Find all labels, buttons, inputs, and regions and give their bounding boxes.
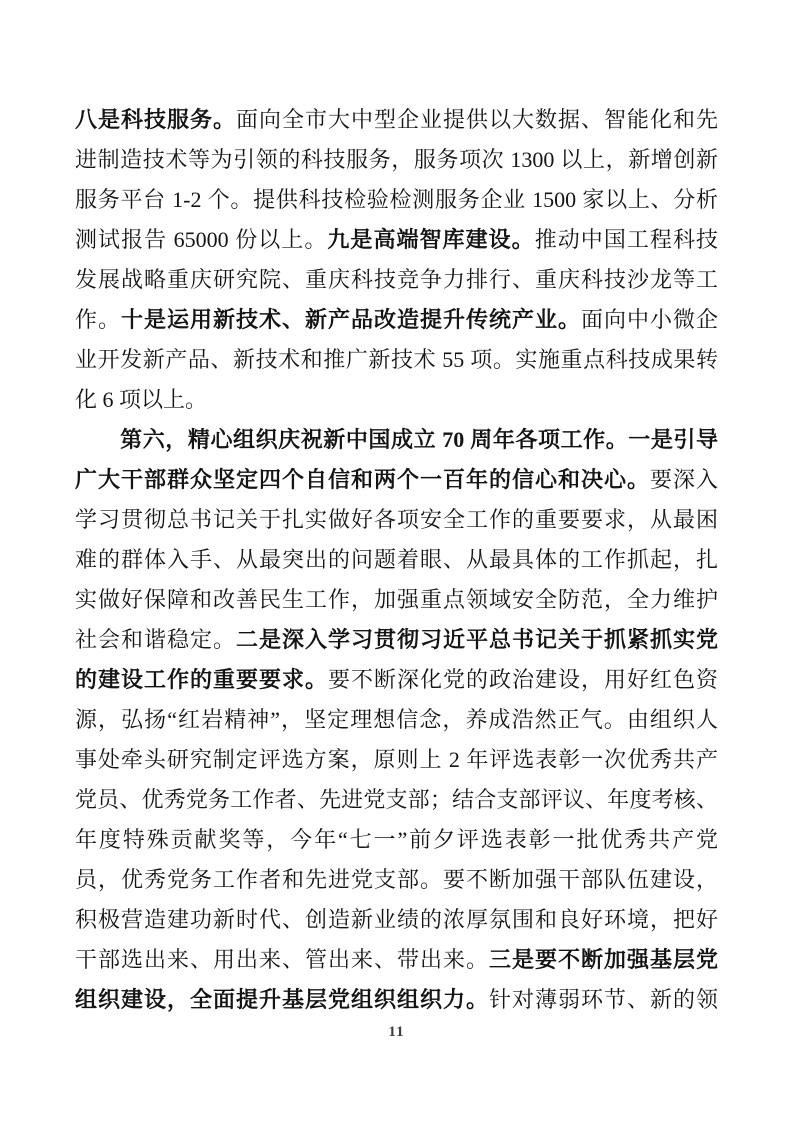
text-line [75,980,718,1020]
body-text: 服务平台 1-2 个。提供科技检验检测服务企业 1500 家以上、分析 [75,187,718,212]
bold-heading-text: 二是深入学习贯彻习近平总书记关于抓紧抓实党 [236,627,718,652]
text-line [75,580,718,620]
body-text: 业开发新产品、新技术和推广新技术 55 项。实施重点科技成果转 [75,347,718,372]
text-line [75,620,718,660]
body-text: 年度特殊贡献奖等，今年“七一”前夕评选表彰一批优秀共产党 [75,827,718,852]
text-line [75,300,718,340]
bold-heading-text: 三是要不断加强基层党 [488,947,718,972]
bold-heading-text: 九是高端智库建设。 [327,227,535,252]
bold-heading-text: 第六，精心组织庆祝新中国成立 70 周年各项工作。一是引导 [120,427,718,452]
text-line [75,780,718,820]
page-number: 11 [388,1024,405,1040]
text-line [75,460,718,500]
text-line [75,660,718,700]
text-line [75,540,718,580]
body-text: 实做好保障和改善民生工作，加强重点领域安全防范，全力维护 [75,587,718,612]
body-text: 员，优秀党务工作者和先进党支部。要不断加强干部队伍建设， [75,867,718,892]
text-line [75,860,718,900]
body-text: 推动中国工程科技 [534,227,718,252]
body-text: 要深入 [649,467,718,492]
text-line [75,260,718,300]
bold-heading-text: 广大干部群众坚定四个自信和两个一百年的信心和决心。 [75,467,650,492]
text-line [75,340,718,380]
body-text: 测试报告 65000 份以上。 [75,227,328,252]
text-line [75,380,718,420]
text-line [75,700,718,740]
text-line [75,220,718,260]
bold-heading-text: 八是科技服务。 [75,107,236,132]
text-line [75,740,718,780]
body-text: 积极营造建功新时代、创造新业绩的浓厚氛围和良好环境，把好 [75,907,718,932]
body-text: 干部选出来、用出来、管出来、带出来。 [75,947,489,972]
body-text: 源，弘扬“红岩精神”，坚定理想信念，养成浩然正气。由组织人 [75,707,718,732]
body-text: 学习贯彻总书记关于扎实做好各项安全工作的重要要求，从最困 [75,507,718,532]
body-text: 社会和谐稳定。 [75,627,236,652]
text-line [75,820,718,860]
body-text: 发展战略重庆研究院、重庆科技竞争力排行、重庆科技沙龙等工 [75,267,718,292]
body-text: 面向全市大中型企业提供以大数据、智能化和先 [236,107,718,132]
body-text: 化 6 项以上。 [75,387,208,412]
text-line [75,500,718,540]
document-body [75,100,718,1020]
body-text: 针对薄弱环节、新的领 [488,987,718,1012]
text-line [75,180,718,220]
body-text: 进制造技术等为引领的科技服务，服务项次 1300 以上，新增创新 [75,147,718,172]
body-text: 作。 [75,307,121,332]
text-line [75,420,718,460]
paragraph [75,420,718,1020]
text-line [75,140,718,180]
body-text: 面向中小微企 [580,307,718,332]
paragraph [75,100,718,420]
text-line [75,900,718,940]
bold-heading-text: 组织建设，全面提升基层党组织组织力。 [75,987,489,1012]
body-text: 要不断深化党的政治建设，用好红色资 [328,667,718,692]
bold-heading-text: 十是运用新技术、新产品改造提升传统产业。 [121,307,581,332]
body-text: 事处牵头研究制定评选方案，原则上 2 年评选表彰一次优秀共产 [75,747,718,772]
body-text: 党员、优秀党务工作者、先进党支部；结合支部评议、年度考核、 [75,787,718,812]
text-line [75,100,718,140]
body-text: 难的群体入手、从最突出的问题着眼、从最具体的工作抓起，扎 [75,547,718,572]
text-line [75,940,718,980]
body-text [75,427,120,452]
bold-heading-text: 的建设工作的重要要求。 [75,667,328,692]
